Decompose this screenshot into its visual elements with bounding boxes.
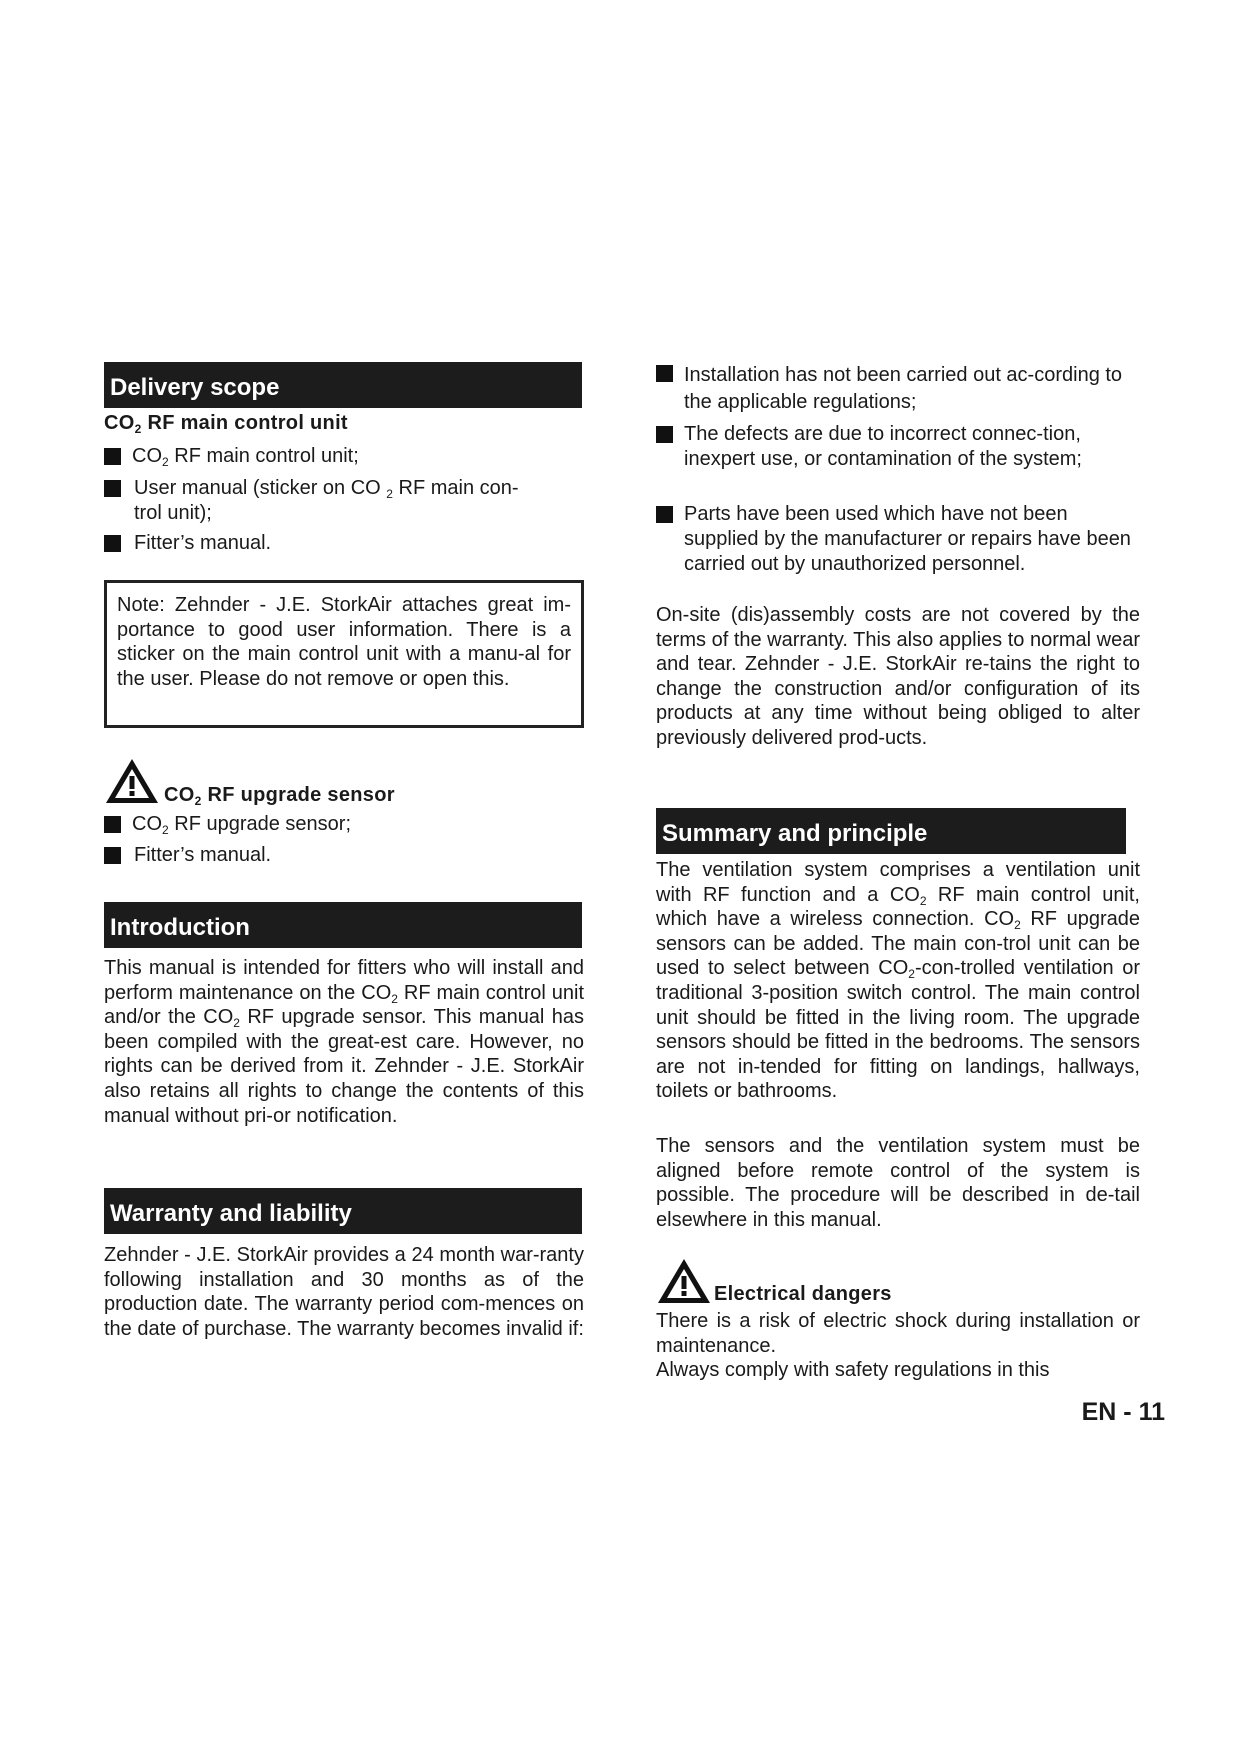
list-item: Installation has not been carried out ac-cording to the applicable regulations; bbox=[656, 362, 1140, 416]
list-item: Fitter’s manual. bbox=[104, 843, 584, 868]
bullet-square-icon bbox=[104, 847, 121, 864]
list-item: Parts have been used which have not been supplied by the manufacturer or repairs have been carried out by unauthorized personnel. bbox=[656, 502, 1140, 577]
costs-paragraph: On-site (dis)assembly costs are not covered by the terms of the warranty. This also applies to normal wear and tear. Zehnder - J.E. StorkAir re-tains the right to change the construction and/or configuration of its products at any time without being obliged to alter previously delivered prod-ucts. bbox=[656, 604, 1140, 749]
warranty-paragraph: Zehnder - J.E. StorkAir provides a 24 month war-ranty following installation and 30 months as of the production date. The warranty period com-mences on the date of purchase. The warranty becomes invalid if: bbox=[104, 1244, 584, 1340]
bullet-square-icon bbox=[656, 506, 673, 523]
bullet-square-icon bbox=[656, 365, 673, 382]
list-item: $CO_2$ RF upgrade sensor; bbox=[104, 812, 584, 837]
introduction-paragraph: This manual is intended for fitters who will install and perform maintenance on the $CO_2$ RF main control unit and/or the $CO_2$ RF upgrade sensor. This manual has been compiled with the great-est care. However, no rights can be derived from it. Zehnder - J.E. StorkAir also retains all rights to change the contents of this manual without pri-or notification. bbox=[104, 957, 584, 1127]
list-item: User manual (sticker on CO $_2$ RF main con- trol unit); bbox=[104, 476, 584, 526]
warning-triangle-icon bbox=[656, 1256, 712, 1306]
bullet-square-icon bbox=[104, 448, 121, 465]
bullet-square-icon bbox=[656, 426, 673, 443]
bullet-square-icon bbox=[104, 480, 121, 497]
upgrade-sensor-subheading: $CO_2$ RF upgrade sensor bbox=[164, 784, 395, 808]
delivery-scope-heading: Delivery scope bbox=[104, 362, 582, 408]
main-unit-subheading: $CO_2$ RF main control unit bbox=[104, 412, 348, 436]
warning-triangle-icon bbox=[104, 756, 160, 806]
alignment-paragraph: The sensors and the ventilation system must be aligned before remote control of the system is possible. The procedure will be described in de-tail elsewhere in this manual. bbox=[656, 1135, 1140, 1231]
list-item: Fitter’s manual. bbox=[104, 531, 584, 556]
list-item: $CO_2$ RF main control unit; bbox=[104, 444, 584, 469]
summary-heading: Summary and principle bbox=[656, 808, 1126, 854]
electrical-dangers-subheading: Electrical dangers bbox=[714, 1283, 892, 1305]
note-box: Note: Zehnder - J.E. StorkAir attaches great im-portance to good user information. There is a sticker on the main control unit with a manu-al for the user. Please do not remove or open this. bbox=[104, 580, 584, 728]
introduction-heading: Introduction bbox=[104, 902, 582, 948]
electrical-paragraph: There is a risk of electric shock during installation or maintenance. Always comply with safety regulations in this bbox=[656, 1310, 1140, 1382]
list-item: The defects are due to incorrect connec-tion, inexpert use, or contamination of the system; bbox=[656, 422, 1140, 472]
bullet-square-icon bbox=[104, 816, 121, 833]
summary-paragraph: The ventilation system comprises a ventilation unit with RF function and a $CO_2$ RF main control unit, which have a wireless connection. $CO_2$ RF upgrade sensors can be added. The main con-trol unit can be used to select between $CO_2-con$-trolled ventilation or traditional 3-position switch control. The main control unit should be fitted in the living room. The upgrade sensors should be fitted in the bedrooms. The sensors are not in-tended for fitting on landings, hallways, toilets or bathrooms. bbox=[656, 859, 1141, 1103]
page-number: EN - 11 bbox=[1081, 1398, 1165, 1426]
warranty-heading: Warranty and liability bbox=[104, 1188, 582, 1234]
bullet-square-icon bbox=[104, 535, 121, 552]
